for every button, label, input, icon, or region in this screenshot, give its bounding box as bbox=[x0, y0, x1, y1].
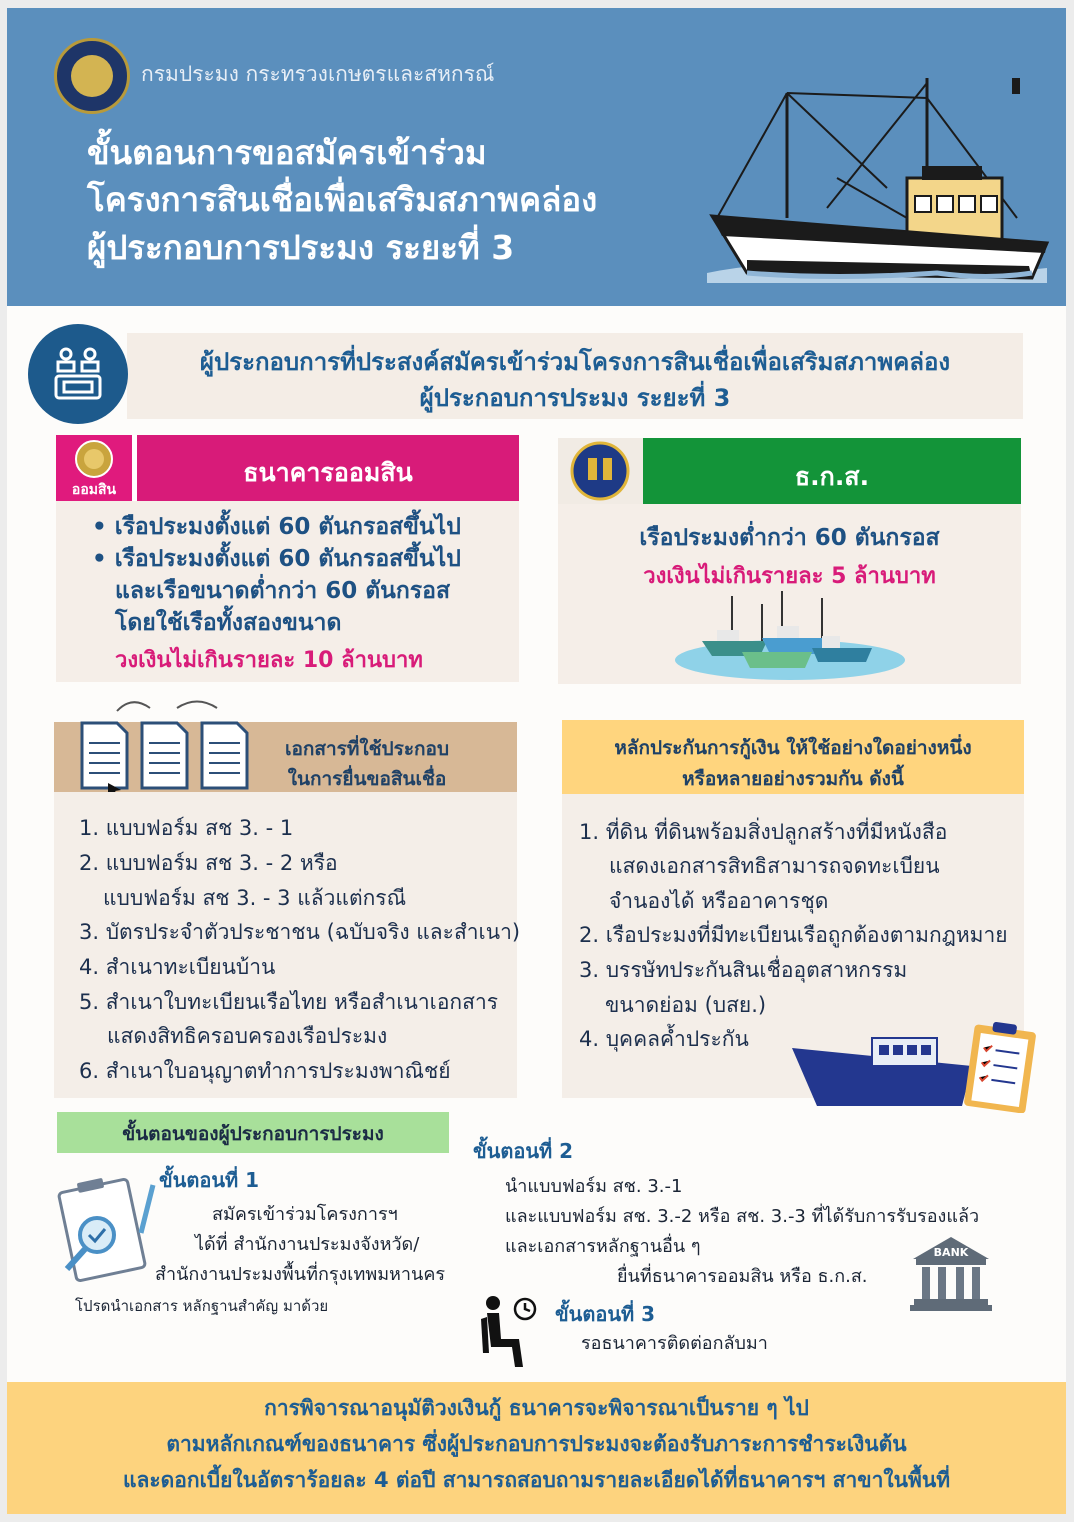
list-item: 1. แบบฟอร์ม สช 3. - 1 bbox=[79, 816, 294, 840]
list-item: แสดงเอกสารสิทธิสามารถจดทะเบียน bbox=[609, 854, 940, 878]
bank-sign: BANK bbox=[933, 1246, 969, 1259]
list-item: 1. ที่ดิน ที่ดินพร้อมสิ่งปลูกสร้างที่มีหนังสือ bbox=[579, 820, 948, 844]
step-1-line-1: สมัครเข้าร่วมโครงการฯ bbox=[212, 1204, 398, 1225]
clipboard-search-icon bbox=[57, 1173, 167, 1283]
step-2-line-4: ยื่นที่ธนาคารออมสิน หรือ ธ.ก.ส. bbox=[617, 1266, 868, 1287]
step-3-title: ขั้นตอนที่ 3 bbox=[555, 1302, 656, 1326]
gsb-logo-text: ออมสิน bbox=[71, 482, 117, 498]
infographic bbox=[7, 8, 1066, 1514]
step-3-text: รอธนาคารติดต่อกลับมา bbox=[581, 1333, 768, 1354]
list-item: 2. เรือประมงที่มีทะเบียนเรือถูกต้องตามกฎหมาย bbox=[579, 923, 1008, 947]
list-item: 3. บัตรประจำตัวประชาชน (ฉบับจริง และสำเนา) bbox=[79, 920, 521, 944]
list-item: แสดงสิทธิครอบครองเรือประมง bbox=[107, 1024, 388, 1048]
baac-line-1: เรือประมงต่ำกว่า 60 ตันกรอส bbox=[639, 525, 940, 551]
list-item: 5. สำเนาใบทะเบียนเรือไทย หรือสำเนาเอกสาร bbox=[79, 990, 499, 1014]
list-item: 6. สำเนาใบอนุญาตทำการประมงพาณิชย์ bbox=[79, 1059, 451, 1083]
meeting-icon bbox=[28, 324, 128, 424]
list-item: 4. บุคคลค้ำประกัน bbox=[579, 1027, 749, 1051]
baac-title: ธ.ก.ส. bbox=[794, 462, 870, 491]
step-1-line-3: สำนักงานประมงพื้นที่กรุงเทพมหานคร bbox=[155, 1264, 446, 1285]
list-item: 3. บรรษัทประกันสินเชื่ออุตสาหกรรม bbox=[579, 958, 908, 982]
list-item: 4. สำเนาทะเบียนบ้าน bbox=[79, 955, 276, 979]
gsb-bullet-1: • เรือประมงตั้งแต่ 60 ตันกรอสขึ้นไป bbox=[92, 514, 461, 540]
fishing-fleet-illustration bbox=[672, 586, 907, 684]
footer-line-3: และดอกเบี้ยในอัตราร้อยละ 4 ต่อปี สามารถสอบถามรายละเอียดได้ที่ธนาคารฯ สาขาในพื้นที่ bbox=[122, 1468, 951, 1492]
step-2-line-1: นำแบบฟอร์ม สช. 3.-1 bbox=[505, 1176, 683, 1197]
fishing-boat-illustration bbox=[687, 68, 1057, 283]
gsb-logo bbox=[56, 435, 137, 501]
title-line-3: ผู้ประกอบการประมง ระยะที่ 3 bbox=[87, 228, 515, 267]
step-1-note: โปรดนำเอกสาร หลักฐานสำคัญ มาด้วย bbox=[75, 1297, 329, 1315]
steps-label: ขั้นตอนของผู้ประกอบการประมง bbox=[122, 1123, 384, 1145]
step-1-title: ขั้นตอนที่ 1 bbox=[159, 1168, 260, 1192]
baac-logo bbox=[558, 438, 643, 504]
gsb-title: ธนาคารออมสิน bbox=[243, 458, 413, 487]
gsb-bullet-2-cont-2: โดยใช้เรือทั้งสองขนาด bbox=[115, 610, 342, 636]
step-2-title: ขั้นตอนที่ 2 bbox=[473, 1139, 574, 1163]
intro-line-2: ผู้ประกอบการประมง ระยะที่ 3 bbox=[419, 384, 731, 412]
gsb-bullet-2: • เรือประมงตั้งแต่ 60 ตันกรอสขึ้นไป bbox=[92, 546, 461, 572]
bank-building-icon bbox=[910, 1233, 992, 1313]
footer-line-2: ตามหลักเกณฑ์ของธนาคาร ซึ่งผู้ประกอบการประมงจะต้องรับภาระการชำระเงินต้น bbox=[166, 1432, 907, 1456]
step-1-line-2: ได้ที่ สำนักงานประมงจังหวัด/ bbox=[195, 1234, 420, 1255]
gsb-bullet-2-cont-1: และเรือขนาดต่ำกว่า 60 ตันกรอส bbox=[115, 578, 451, 604]
list-item: จำนองได้ หรืออาคารชุด bbox=[609, 889, 829, 913]
title-line-2: โครงการสินเชื่อเพื่อเสริมสภาพคล่อง bbox=[87, 180, 598, 219]
baac-limit: วงเงินไม่เกินรายละ 5 ล้านบาท bbox=[643, 564, 936, 589]
boat-and-checklist-illustration bbox=[787, 1018, 1042, 1113]
title-line-1: ขั้นตอนการขอสมัครเข้าร่วม bbox=[87, 133, 487, 172]
department-seal-logo bbox=[54, 38, 130, 114]
documents-title-2: ในการยื่นขอสินเชื่อ bbox=[287, 768, 447, 790]
waiting-person-icon bbox=[477, 1295, 539, 1369]
footer-line-1: การพิจารณาอนุมัติวงเงินกู้ ธนาคารจะพิจารณาเป็นราย ๆ ไป bbox=[264, 1396, 809, 1420]
department-name: กรมประมง กระทรวงเกษตรและสหกรณ์ bbox=[141, 62, 495, 86]
collateral-title-1: หลักประกันการกู้เงิน ให้ใช้อย่างใดอย่างหนึ่ง bbox=[614, 737, 972, 759]
step-2-line-2: และแบบฟอร์ม สช. 3.-2 หรือ สช. 3.-3 ที่ได้รับการรับรองแล้ว bbox=[505, 1206, 980, 1227]
intro-line-1: ผู้ประกอบการที่ประสงค์สมัครเข้าร่วมโครงการสินเชื่อเพื่อเสริมสภาพคล่อง bbox=[199, 348, 951, 376]
documents-icon bbox=[72, 693, 252, 798]
gsb-limit: วงเงินไม่เกินรายละ 10 ล้านบาท bbox=[115, 648, 423, 673]
list-item: 2. แบบฟอร์ม สช 3. - 2 หรือ bbox=[79, 851, 338, 875]
list-item: ขนาดย่อม (บสย.) bbox=[605, 993, 767, 1017]
list-item: แบบฟอร์ม สช 3. - 3 แล้วแต่กรณี bbox=[103, 886, 407, 910]
documents-title-1: เอกสารที่ใช้ประกอบ bbox=[284, 738, 450, 760]
collateral-title-2: หรือหลายอย่างรวมกัน ดังนี้ bbox=[682, 768, 904, 790]
step-2-line-3: และเอกสารหลักฐานอื่น ๆ bbox=[505, 1236, 701, 1257]
